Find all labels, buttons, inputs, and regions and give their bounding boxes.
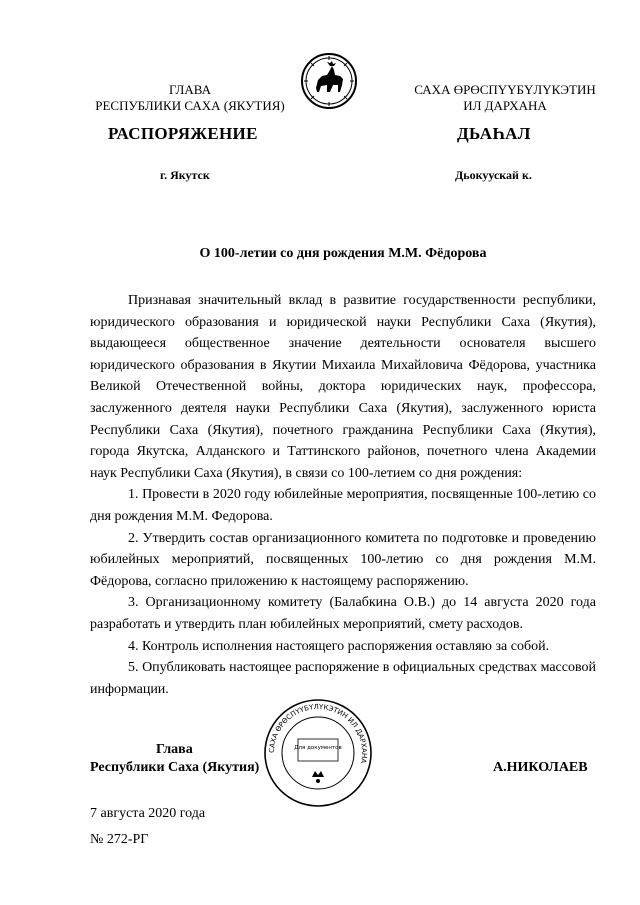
preamble-paragraph: Признавая значительный вклад в развитие государственности республики, юридического образования и юридической науки Республики Саха (Якутия), выдающееся общественное значение деятельности основателя высшего юридического образования в Якутии Михаила Михайловича Фёдорова, участника Великой Отечественной войны, доктора юридических наук, профессора, заслуженного деятеля науки Республики Саха (Якутия), заслуженного юриста Республики Саха (Якутия), почетного гражданина Республики Саха (Якутия), города Якутска, Алданского и Таттинского районов, почетного члена Академии наук Республики Саха (Якутия), в связи со 100-летием со дня рождения: bbox=[90, 293, 596, 481]
clause-2: 2. Утвердить состав организационного комитета по подготовке и проведению юбилейных мероприятий, посвященных 100-летию со дня рождения М.М. Фёдорова, согласно приложению к настоящему распоряжению. bbox=[90, 530, 596, 589]
document-body bbox=[90, 290, 596, 700]
official-seal-stamp bbox=[262, 697, 374, 809]
signature-position-line1: Глава bbox=[156, 742, 193, 757]
clause-3: 3. Организационному комитету (Балабкина О.В.) до 14 августа 2020 года разработать и утвердить план юбилейных мероприятий, смету расходов. bbox=[90, 595, 596, 632]
seal-inner-text: Для документов bbox=[294, 745, 342, 751]
document-date: 7 августа 2020 года bbox=[90, 806, 206, 821]
header-left-line2: РЕСПУБЛИКИ САХА (ЯКУТИЯ) bbox=[95, 98, 285, 113]
document-subject: О 100-летии со дня рождения М.М. Фёдорова bbox=[199, 246, 487, 261]
header-right-title bbox=[385, 82, 625, 114]
svg-text:САХА ӨРӨСПҮҮБҮЛҮКЭТИН ИЛ ДАРХА bbox=[268, 703, 368, 764]
clause-4: 4. Контроль исполнения настоящего распоряжения оставляю за собой. bbox=[128, 638, 550, 654]
doc-type-russian: РАСПОРЯЖЕНИЕ bbox=[108, 124, 258, 143]
signature-position-line2: Республики Саха (Якутия) bbox=[90, 760, 260, 775]
city-sakha: Дьокуускай к. bbox=[455, 168, 532, 182]
doc-type-sakha: ДЬАҺАЛ bbox=[457, 124, 531, 143]
seal-ring-text: САХА ӨРӨСПҮҮБҮЛҮКЭТИН ИЛ ДАРХАНА bbox=[267, 702, 369, 764]
header-left-title bbox=[80, 82, 300, 114]
header-left-line1: ГЛАВА bbox=[169, 82, 211, 97]
clause-1: 1. Провести в 2020 году юбилейные мероприятия, посвященные 100-летию со дня рождения М.М. Федорова. bbox=[90, 487, 596, 524]
header-right-line2: ИЛ ДАРХАНА bbox=[463, 98, 547, 113]
signature-position bbox=[90, 741, 259, 777]
clause-5: 5. Опубликовать настоящее распоряжение в официальных средствах массовой информации. bbox=[90, 660, 596, 697]
header-right-line1: САХА ӨРӨСПҮҮБҮЛҮКЭТИН bbox=[414, 82, 596, 97]
document-number: № 272-РГ bbox=[90, 832, 149, 847]
coat-of-arms-emblem bbox=[300, 52, 358, 110]
signatory-name: А.НИКОЛАЕВ bbox=[493, 760, 588, 775]
city-russian: г. Якутск bbox=[160, 168, 210, 182]
